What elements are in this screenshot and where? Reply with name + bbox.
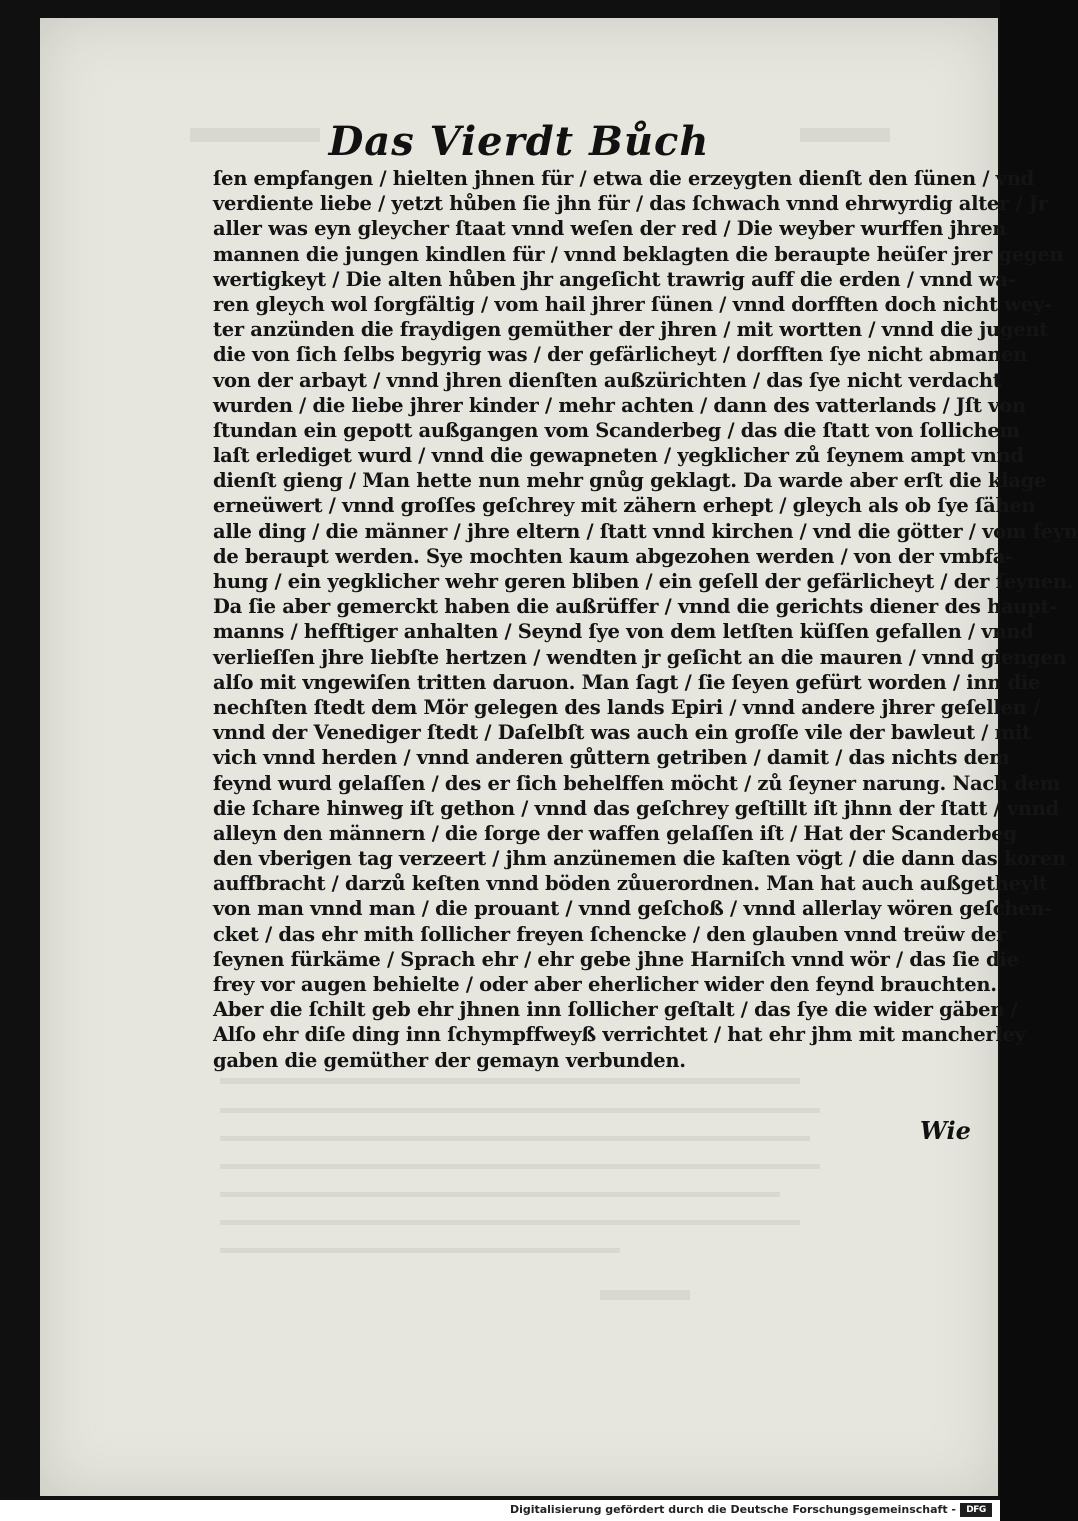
dfg-logo-icon: DFG <box>960 1503 992 1517</box>
text-line: ſtundan ein gepott außgangen vom Scanderbeg / das die ſtatt von ſollichem <box>213 418 1020 442</box>
text-line: ren gleych wol ſorgfältig / vom hail jhrer ſünen / vnnd dorfften doch nicht wey- <box>213 292 1052 316</box>
text-line: mannen die jungen kindlen für / vnnd beklagten die beraupte heüſer jrer gegen <box>213 242 1064 266</box>
body-text <box>213 166 1078 1073</box>
text-line: ſeynen fürkäme / Sprach ehr / ehr gebe jhne Harniſch vnnd wör / das ſie die <box>213 947 1019 971</box>
text-line: Da ſie aber gemerckt haben die außrüffer / vnnd die gerichts diener des haupt- <box>213 595 1058 619</box>
text-line: wurden / die liebe jhrer kinder / mehr achten / dann des vatterlands / Jſt von <box>213 393 1026 417</box>
text-line: den vberigen tag verzeert / jhm anzünemen die kaſten vögt / die dann das koren <box>213 847 1066 871</box>
text-line: frey vor augen behielte / oder aber eherlicher wider den feynd brauchten. <box>213 973 997 996</box>
text-line: erneüwert / vnnd groſſes geſchrey mit zähern erhept / gleych als ob ſye ſähen <box>213 494 1036 518</box>
text-line: aller was eyn gleycher ſtaat vnnd weſen der red / Die weyber wurffen jhren <box>213 217 1007 241</box>
text-line: alleyn den männern / die ſorge der waffen gelaſſen iſt / Hat der Scanderbeg <box>213 821 1017 845</box>
text-line: die ſchare hinweg iſt gethon / vnnd das geſchrey geſtillt iſt jhnn der ſtatt / vnnd <box>213 796 1059 820</box>
text-line: Alſo ehr diſe ding inn ſchympffweyß verrichtet / hat ehr jhm mit mancherley <box>213 1023 1026 1047</box>
text-line: dienſt gieng / Man hette nun mehr gnůg geklagt. Da warde aber erſt die klage <box>213 469 1047 493</box>
catchword: Wie <box>920 1116 971 1145</box>
text-line: verdiente liebe / yetzt hůben ſie jhn für / das ſchwach vnnd ehrwyrdig alter / Jr <box>213 192 1048 216</box>
text-line: nechſten ſtedt dem Mör gelegen des lands Epiri / vnnd andere jhrer geſellen / <box>213 695 1040 719</box>
book-page <box>40 18 1078 1496</box>
text-line: hung / ein yegklicher wehr geren bliben / ein geſell der gefärlicheyt / der ſeynen. <box>213 570 1074 593</box>
text-line: vnnd der Venediger ſtedt / Daſelbſt was auch ein groſſe vile der bawleut / mit <box>213 721 1031 745</box>
running-head: Das Vierdt Bůch <box>328 118 710 165</box>
text-line: die von ſich ſelbs begyrig was / der gefärlicheyt / dorfften ſye nicht abmanen <box>213 343 1028 367</box>
text-line: auffbracht / darzů keſten vnnd böden zůuerordnen. Man hat auch außgetheylt <box>213 872 1048 896</box>
text-line: laſt erlediget wurd / vnnd die gewapneten / yegklicher zů ſeynem ampt vnnd <box>213 444 1024 468</box>
text-line: vich vnnd herden / vnnd anderen gůttern getriben / damit / das nichts dem <box>213 746 1010 770</box>
text-line: wertigkeyt / Die alten hůben jhr angeſicht trawrig auff die erden / vnnd wa- <box>213 267 1016 291</box>
text-line: de beraupt werden. Sye mochten kaum abgezohen werden / von der vmbfa- <box>213 544 1013 568</box>
text-line: alle ding / die männer / jhre eltern / ſtatt vnnd kirchen / vnd die götter / vom feyn <box>213 519 1078 543</box>
text-line: von man vnnd man / die prouant / vnnd geſchoß / vnnd allerlay wören geſchen- <box>213 897 1052 921</box>
text-line: von der arbayt / vnnd jhren dienſten außzürichten / das ſye nicht verdacht <box>213 368 1002 392</box>
footer-bar <box>0 1500 1000 1521</box>
text-line: gaben die gemüther der gemayn verbunden. <box>213 1048 686 1072</box>
text-line: alſo mit vngewiſen tritten daruon. Man ſagt / ſie ſeyen gefürt worden / inn die <box>213 670 1041 694</box>
text-line: ſen empfangen / hielten jhnen für / etwa die erzeygten dienſt den ſünen / vnd <box>213 167 1034 190</box>
text-line: feynd wurd gelaſſen / des er ſich behelffen möcht / zů ſeyner narung. Nach dem <box>213 771 1061 795</box>
text-line: verlieſſen jhre liebſte hertzen / wendten jr geſicht an die mauren / vnnd giengen <box>213 645 1067 669</box>
text-line: ter anzünden die fraydigen gemüther der jhren / mit wortten / vnnd die jugent <box>213 318 1048 342</box>
digitization-credit: Digitalisierung gefördert durch die Deutsche Forschungsgemeinschaft - <box>509 1503 956 1516</box>
text-line: cket / das ehr mith ſollicher freyen ſchencke / den glauben vnnd treüw der <box>213 922 1007 946</box>
text-line: manns / hefftiger anhalten / Seynd ſye von dem letſten küſſen gefallen / vnnd <box>213 620 1034 644</box>
text-line: Aber die ſchilt geb ehr jhnen inn ſollicher geſtalt / das ſye die wider gäben / <box>213 998 1018 1022</box>
